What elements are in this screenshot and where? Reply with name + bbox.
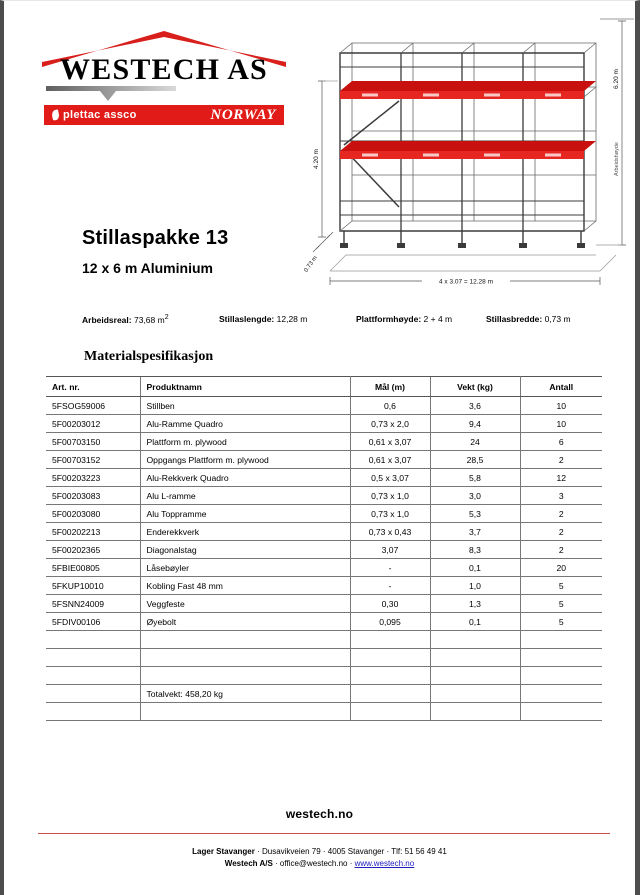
scaffold-diagram (304, 9, 634, 304)
cell-mal: 0,73 x 1,0 (350, 487, 430, 505)
cell-name: Oppgangs Plattform m. plywood (140, 451, 350, 469)
table-row (46, 559, 602, 577)
cell-antall: 3 (520, 487, 602, 505)
cell-art: 5FDIV00106 (46, 613, 140, 631)
swoosh-icon (46, 85, 176, 107)
cell-art: 5F00203012 (46, 415, 140, 433)
cell-antall: 20 (520, 559, 602, 577)
dimension-height-label: 4.20 m (313, 149, 320, 169)
cell-empty (520, 703, 602, 721)
spec-key: Stillaslengde: (219, 314, 275, 324)
cell-antall: 5 (520, 577, 602, 595)
spec-item-stillasbredde (486, 314, 571, 325)
table-row (46, 523, 602, 541)
cell-art: 5FBIE00805 (46, 559, 140, 577)
footer-line-1-label: Lager Stavanger (192, 847, 255, 856)
cell-name: Diagonalstag (140, 541, 350, 559)
spec-item-stillaslengde (219, 314, 356, 325)
footer-contact (4, 846, 635, 869)
cell-mal: 3,07 (350, 541, 430, 559)
cell-empty (520, 631, 602, 649)
table-row (46, 577, 602, 595)
cell-mal: 0,6 (350, 397, 430, 415)
table-row-total (46, 685, 602, 703)
cell-antall: 2 (520, 505, 602, 523)
cell-art: 5F00203080 (46, 505, 140, 523)
cell-vekt: 1,0 (430, 577, 520, 595)
section-title-materialspesifikasjon: Materialspesifikasjon (84, 349, 214, 364)
dimension-depth-label: 0.73 m (304, 255, 319, 274)
cell-empty (430, 685, 520, 703)
cell-mal: - (350, 577, 430, 595)
cell-art: 5FKUP10010 (46, 577, 140, 595)
spec-key: Plattformhøyde: (356, 314, 422, 324)
cell-mal: 0,61 x 3,07 (350, 451, 430, 469)
logo-brand-left-text: plettac assco (63, 109, 137, 121)
cell-art: 5F00203083 (46, 487, 140, 505)
cell-mal: 0,73 x 0,43 (350, 523, 430, 541)
cell-mal: - (350, 559, 430, 577)
column-header-vekt: Vekt (kg) (430, 377, 520, 397)
cell-name: Alu-Ramme Quadro (140, 415, 350, 433)
cell-empty (520, 649, 602, 667)
table-row (46, 397, 602, 415)
platform-deck-upper (340, 81, 596, 99)
cell-mal: 0,095 (350, 613, 430, 631)
cell-antall: 5 (520, 595, 602, 613)
table-row (46, 415, 602, 433)
table-header-row (46, 377, 602, 397)
cell-art: 5F00202213 (46, 523, 140, 541)
cell-empty (430, 667, 520, 685)
table-row (46, 451, 602, 469)
cell-vekt: 5,3 (430, 505, 520, 523)
cell-antall: 2 (520, 523, 602, 541)
footer-divider (38, 833, 610, 834)
footer-line-1 (4, 846, 635, 858)
table-row (46, 595, 602, 613)
spec-value: 2 + 4 m (423, 314, 453, 324)
cell-name: Øyebolt (140, 613, 350, 631)
cell-vekt: 3,6 (430, 397, 520, 415)
cell-mal: 0,61 x 3,07 (350, 433, 430, 451)
cell-empty (46, 631, 140, 649)
cell-empty (140, 703, 350, 721)
table-row (46, 487, 602, 505)
cell-empty (46, 667, 140, 685)
footer-website: westech.no (285, 807, 354, 821)
spec-key: Arbeidsreal: (82, 314, 132, 325)
logo-company-name: WESTECH AS (60, 53, 268, 86)
cell-empty (350, 649, 430, 667)
platform-deck-lower (340, 141, 596, 159)
cell-art: 5FSOG59006 (46, 397, 140, 415)
column-header-antall: Antall (520, 377, 602, 397)
column-header-produktnamn: Produktnamn (140, 377, 350, 397)
cell-vekt: 9,4 (430, 415, 520, 433)
spec-item-arbeidsreal (82, 314, 219, 325)
cell-empty (350, 703, 430, 721)
cell-empty (430, 631, 520, 649)
table-row (46, 505, 602, 523)
cell-empty (430, 703, 520, 721)
table-row (46, 613, 602, 631)
cell-vekt: 24 (430, 433, 520, 451)
cell-total-label: Totalvekt: 458,20 kg (140, 685, 350, 703)
scaffold-drawing (304, 9, 634, 304)
cell-vekt: 28,5 (430, 451, 520, 469)
footer-line-1-text: · Dusavikveien 79 · 4005 Stavanger · Tlf: 51 56 49 41 (254, 847, 447, 856)
cell-mal: 0,5 x 3,07 (350, 469, 430, 487)
table-row-empty (46, 649, 602, 667)
table-body (46, 397, 602, 721)
footer-line-2-label: Westech A/S (224, 858, 273, 868)
cell-vekt: 8,3 (430, 541, 520, 559)
dimension-width-label: 4 x 3.07 = 12.28 m (438, 278, 494, 286)
cell-empty (46, 685, 140, 703)
cell-empty (520, 667, 602, 685)
cell-name: Låsebøyler (140, 559, 350, 577)
spec-value: 0,73 m (544, 314, 571, 324)
cell-art: 5F00203223 (46, 469, 140, 487)
spec-item-plattformhoyde (356, 314, 486, 325)
cell-name: Alu Toppramme (140, 505, 350, 523)
spec-value: 73,68 m (133, 314, 165, 325)
cell-name: Kobling Fast 48 mm (140, 577, 350, 595)
cell-antall: 2 (520, 451, 602, 469)
cell-art: 5FSNN24009 (46, 595, 140, 613)
cell-antall: 12 (520, 469, 602, 487)
spec-key: Stillasbredde: (486, 314, 543, 324)
company-logo (40, 29, 288, 121)
table-row-empty (46, 703, 602, 721)
cell-antall: 6 (520, 433, 602, 451)
flame-icon (51, 109, 60, 120)
cell-mal: 0,73 x 2,0 (350, 415, 430, 433)
dimension-right-value-label: 6.20 m (613, 69, 620, 89)
cell-art: 5F00703152 (46, 451, 140, 469)
cell-art: 5F00202365 (46, 541, 140, 559)
cell-name: Enderekkverk (140, 523, 350, 541)
cell-name: Veggfeste (140, 595, 350, 613)
cell-name: Alu L-ramme (140, 487, 350, 505)
footer-website-link[interactable]: www.westech.no (354, 858, 415, 868)
cell-mal: 0,73 x 1,0 (350, 505, 430, 523)
footer-line-2 (4, 858, 635, 870)
cell-empty (140, 667, 350, 685)
cell-mal: 0,30 (350, 595, 430, 613)
table-row (46, 541, 602, 559)
cell-vekt: 1,3 (430, 595, 520, 613)
table-row (46, 469, 602, 487)
cell-vekt: 0,1 (430, 613, 520, 631)
material-table-container (46, 376, 602, 721)
cell-name: Alu-Rekkverk Quadro (140, 469, 350, 487)
table-row-empty (46, 667, 602, 685)
cell-empty (430, 649, 520, 667)
spec-summary-row (82, 314, 582, 325)
spec-value: 12,28 m (276, 314, 308, 324)
cell-empty (140, 649, 350, 667)
table-row-empty (46, 631, 602, 649)
cell-art: 5F00703150 (46, 433, 140, 451)
cell-antall: 2 (520, 541, 602, 559)
cell-vekt: 3,7 (430, 523, 520, 541)
cell-vekt: 3,0 (430, 487, 520, 505)
cell-empty (350, 667, 430, 685)
page-title: Stillaspakke 13 (82, 227, 229, 249)
table-row (46, 433, 602, 451)
cell-empty (350, 631, 430, 649)
material-table (46, 376, 602, 721)
cell-empty (520, 685, 602, 703)
cell-empty (46, 703, 140, 721)
page-subtitle: 12 x 6 m Aluminium (82, 260, 213, 276)
cell-empty (140, 631, 350, 649)
cell-name: Stillben (140, 397, 350, 415)
column-header-mal: Mål (m) (350, 377, 430, 397)
spec-superscript: 2 (164, 314, 169, 321)
cell-empty (350, 685, 430, 703)
cell-antall: 5 (520, 613, 602, 631)
cell-empty (46, 649, 140, 667)
logo-brand-right: NORWAY (210, 106, 276, 123)
cell-antall: 10 (520, 415, 602, 433)
cell-antall: 10 (520, 397, 602, 415)
cell-vekt: 0,1 (430, 559, 520, 577)
column-header-art-nr: Art. nr. (46, 377, 140, 397)
cell-vekt: 5,8 (430, 469, 520, 487)
logo-brand-left (52, 109, 137, 121)
cell-name: Plattform m. plywood (140, 433, 350, 451)
dimension-right-name-label: Arbeidshøyde (614, 142, 620, 176)
logo-brand-bar (44, 105, 284, 125)
footer-line-2-text: · office@westech.no · (272, 858, 355, 868)
